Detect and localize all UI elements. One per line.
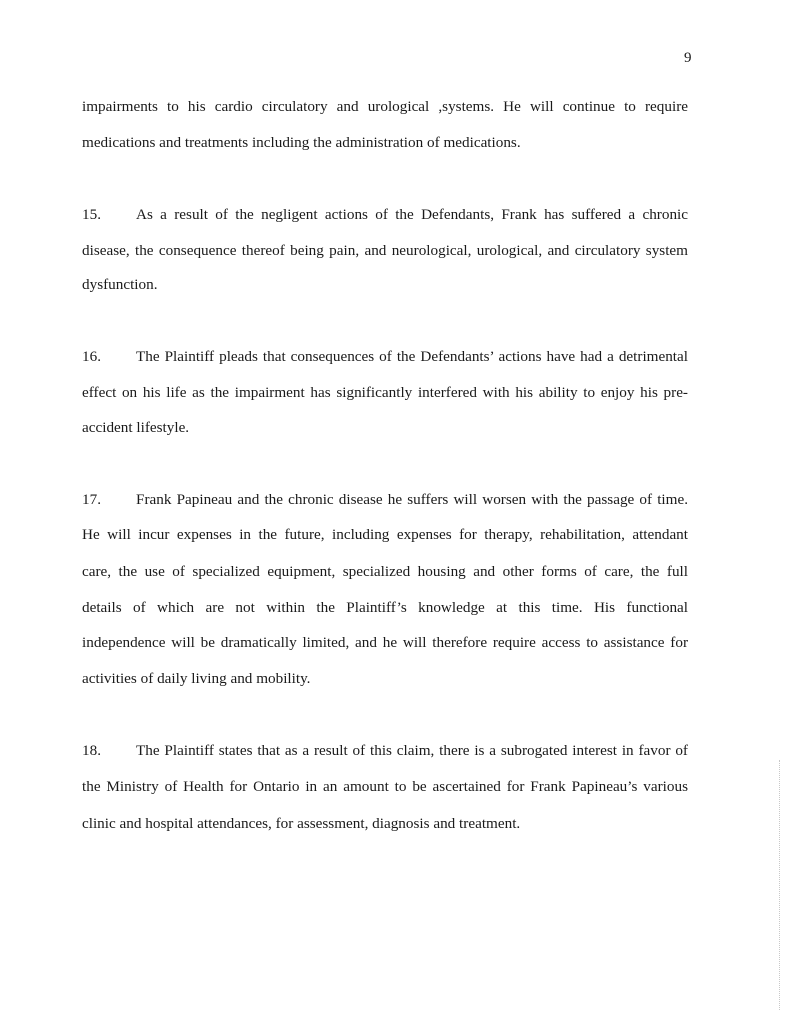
paragraph-number: 16. [82, 348, 101, 365]
text-line: The Plaintiff pleads that consequences of the Defendants’ actions have had a detrimental [136, 348, 688, 365]
paragraph-18-first-line [82, 741, 688, 761]
text-line: details of which are not within the Plaintiff’s knowledge at this time. His functional [82, 599, 688, 616]
text-line: He will incur expenses in the future, including expenses for therapy, rehabilitation, attendant [82, 526, 688, 543]
text-line: accident lifestyle. [82, 419, 190, 436]
text-line: dysfunction. [82, 276, 158, 293]
paragraph-number: 15. [82, 206, 101, 223]
text-line: the Ministry of Health for Ontario in an amount to be ascertained for Frank Papineau’s various [82, 778, 688, 795]
text-line: The Plaintiff states that as a result of this claim, there is a subrogated interest in favor of [136, 742, 688, 759]
text-line: disease, the consequence thereof being pain, and neurological, urological, and circulatory system [82, 242, 688, 259]
scan-edge-mark [779, 760, 781, 1010]
text-line: activities of daily living and mobility. [82, 670, 311, 687]
paragraph-17-first-line [82, 490, 688, 510]
paragraph-number: 17. [82, 491, 101, 508]
text-line: medications and treatments including the administration of medications. [82, 134, 521, 151]
text-line: effect on his life as the impairment has significantly interfered with his ability to enjoy his pre- [82, 384, 688, 401]
paragraph-16-first-line [82, 347, 688, 367]
text-line: impairments to his cardio circulatory and urological ,systems. He will continue to require [82, 98, 688, 115]
text-line: Frank Papineau and the chronic disease he suffers will worsen with the passage of time. [136, 491, 688, 508]
paragraph-number: 18. [82, 742, 101, 759]
page-number: 9 [684, 50, 692, 66]
text-line: care, the use of specialized equipment, specialized housing and other forms of care, the full [82, 563, 688, 580]
text-line: As a result of the negligent actions of the Defendants, Frank has suffered a chronic [136, 206, 688, 223]
text-line: independence will be dramatically limited, and he will therefore require access to assistance for [82, 634, 688, 651]
text-line: clinic and hospital attendances, for assessment, diagnosis and treatment. [82, 815, 521, 832]
paragraph-15-first-line [82, 205, 688, 225]
